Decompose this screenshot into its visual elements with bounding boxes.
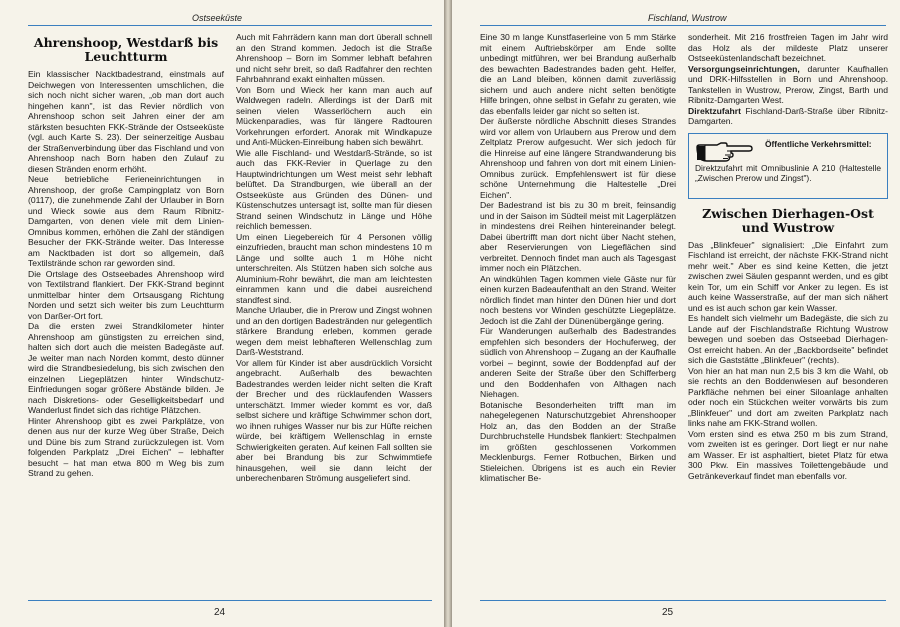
paragraph: Hinter Ahrenshoop gibt es zwei Parkplätze, von denen aus nur der kurze Weg über Straße, Deich und Düne bis zum Strand zurückzulegen ist. Vom folgenden Parkplatz „Drei Eichen" – lebhafter besucht – hat man etwa 800 m Weg bis zum Strand zu gehen. [28,415,224,478]
running-head: Ostseeküste [192,13,243,23]
paragraph: Eine 30 m lange Kunstfaserleine von 5 mm Stärke mit einem Auftriebskörper am Ende sollte unbedingt mitführen, wer bei Brandung außerhalb des bewachten Badestrandes baden geht. Helfer, die an Land bleiben, können damit zuverlässig sichern und auch andere nicht selten benötigte Hilfe bringen, ohne selbst in Gefahr zu geraten, wie das ebenfalls leider gar nicht so selten ist. [480,32,676,116]
paragraph: Manche Urlauber, die in Prerow und Zingst wohnen und an den dortigen Badestränden nur gelegentlich stärkere Brandung erleben, kommen gerade wegen dem meist lebhafteren Wellenschlag zum Darß-Weststrand. [236,305,432,357]
paragraph: Um einen Liegebereich für 4 Personen völlig einzufrieden, braucht man schon mindestens 10 m Länge und sollte auch 1 m Höhe nicht unterschreiten. Als Stützen haben sich solche aus Aluminium-Rohr bewährt, die man am leichtesten einrammen kann und die dabei ausreichend standfest sind. [236,231,432,305]
paragraph: Der Badestrand ist bis zu 30 m breit, feinsandig und in der Saison im Südteil meist mit Lagerplätzen in mindestens drei Reihen hintereinander belegt. Dabei übertrifft man dort nicht über Nacht stehen, aber Reservierungen von Liegeflächen sind verbreitet. Dennoch findet man auch als Tagesgast immer noch ein Plätzchen. [480,200,676,273]
paragraph: Der äußerste nördliche Abschnitt dieses Strandes wird vor allem von Urlaubern aus Prerow und dem Zeltplatz Prerow aufgesucht. Wer sich jedoch für die Hinreise auf eine längere Strandwanderung bis Ahrenshoop und fahren von dort mit einem Linien-Omnibus zurück. Empfehlenswert ist für diese schöne Unternehmung die Haltestelle „Drei Eichen". [480,116,676,200]
paragraph: Botanische Besonderheiten trifft man im nahegelegenen Naturschutzgebiet Ahrenshooper Holz an, das den Bodden an der Straße Durchbruchstelle Hundsbek flankiert: Stechpalmen im größten geschlossenen Vorkommen Mecklenburgs. Ferner Rotbuchen, Birken und Stieleichen. Übrigens ist es auch ein Revier klimatischer Be- [480,399,676,483]
direct-access-paragraph [688,106,888,127]
paragraph: Neue betriebliche Ferieneinrichtungen in Ahrenshoop, der große Campingplatz von Born (0117), die zunehmende Zahl der Urlauber in Born und Wieck sowie aus dem Raum Ribnitz-Damgarten, von denen viele mit dem Linien-Omnibus kommen, erhöhen die Zahl der ständigen Besucher der FKK-Strände weiter. Das Interesse am Nacktbaden ist dort so allgemein, daß Textilstrände schon rar geworden sind. [28,174,224,268]
section-heading: Ahrenshoop, Westdarß bis Leuchtturm [33,35,219,64]
right-col-1 [480,32,676,484]
paragraph: Da die ersten zwei Strandkilometer hinter Ahrenshoop am günstigsten zu erreichen sind, halten sich dort auch die meisten Badegäste auf. Je weiter man nach Norden kommt, desto dünner wird die Strandbesiedelung, bis sich zwischen den einzelnen Liegeplätzen hinter Windschutz-Einfriedungen sogar größere Abstände bilden. Je nach Diskretions- oder Geselligkeitsbedarf und Wanderlust findet sich das richtige Plätzchen. [28,321,224,415]
left-page [0,0,444,627]
top-rule [480,25,886,26]
right-col-2 [688,32,888,481]
paragraph: Die Ortslage des Ostseebades Ahrenshoop wird von Textilstrand flankiert. Der FKK-Strand beginnt unmittelbar hinter dem Ortsausgang Richtung Norden und setzt sich weiter bis zum Leuchtturm von Darßer-Ort fort. [28,268,224,321]
right-page [452,0,900,627]
paragraph: Von hier an hat man nun 2,5 bis 3 km die Wahl, ob sie rechts an den Boddenwiesen auf besonderen Parkfläche nehmen bei einer Siloanlage anhalten oder noch ein Stückchen weiter vorwärts bis zum „Blinkfeuer" und dort am zweiten Parkplatz nach links nahe am FKK-Strand wollen. [688,365,888,428]
transport-info-box [688,133,888,199]
top-rule [28,25,432,26]
paragraph: sonderheit. Mit 216 frostfreien Tagen im Jahr wird das Holz als der mildeste Platz unserer Ostseeküstenlandschaft bezeichnet. [688,32,888,63]
running-head: Fischland, Wustrow [648,13,727,23]
paragraph: An windkühlen Tagen kommen viele Gäste nur für einen kurzen Badeaufenthalt an den Strand. Weiter nördlich findet man hinter den Dünen hier und dort noch bestens vor Winden geschützte Liegeplätze. Jedoch ist die Zahl der Dünenübergänge gering. [480,273,676,326]
paragraph: Es handelt sich vielmehr um Badegäste, die sich zu Lande auf der Fischlandstraße Richtung Wustrow bewegen und soeben das Ostseebad Dierhagen-Ost erreicht haben. An der „Backbordseite" befindet sich die Gaststätte „Blinkfeuer" (rechts). [688,313,888,365]
paragraph: Vom ersten sind es etwa 250 m bis zum Strand, vom zweiten ist es geringer. Dort liegt er nur nahe am Wasser. Er ist asphaltiert, bietet Platz für etwa 300 Pkw. Ein massives Toilettengebäude und Getränkeverkauf findet man ebenfalls vor. [688,428,888,481]
left-col-2 [236,32,432,484]
services-text: darunter Kaufhallen und DRK-Hilfsstellen in Born und Ahrenshoop. Tankstellen in Wustrow, Prerow, Zingst, Barth und Ribnitz-Damgarten West. [688,63,888,105]
pointing-hand-icon [695,140,753,162]
infobox-body: Direktzufahrt mit Omnibuslinie A 210 (Haltestelle „Zwischen Prerow und Zingst"). [695,162,881,183]
infobox-title: Öffentliche Verkehrsmittel: [765,138,872,149]
page-number: 24 [214,607,226,618]
book-gutter [444,0,452,627]
paragraph: Wie alle Fischland- und Westdarß-Strände, so ist auch das FKK-Revier in Querlage zu den Hauptwindrichtungen um West meist sehr lebhaft belüftet. Da Strandburgen, wie überall an der Ostseeküste aus Gründen des Dünen- und Küstenschutzes untersagt ist, sollte man für diesen Strand seinen Windschutz in Länge und Höhe reichlich bemessen. [236,147,432,231]
direct-access-text: Fischland-Darß-Straße über Ribnitz-Damgarten. [688,105,888,126]
bottom-rule [28,600,432,601]
section-heading: Zwischen Dierhagen-Ost und Wustrow [702,205,874,235]
services-paragraph [688,64,888,106]
bottom-rule [480,600,886,601]
paragraph: Von Born und Wieck her kann man auch auf Waldwegen radeln. Allerdings ist der Darß mit seinen vielen Wasserlöchern auch ein Mückenparadies, was für längere Radtouren Vorkehrungen erfordert. Anorak mit Windkapuze und Anti-Mücken-Einreibung haben sich bewährt. [236,84,432,147]
page-number: 25 [662,607,674,618]
direct-access-label: Direktzufahrt [688,105,742,116]
paragraph: Vor allem für Kinder ist aber ausdrücklich Vorsicht angebracht. Außerhalb des bewachten Badestrandes werden leider nicht selten die Kraft der Brecher und des rücklaufenden Wassers unterschätzt. Immer wieder kommt es vor, daß selbst sichere und kräftige Schwimmer schon dort, wo ihnen ruhiges Wasser nur bis zur Hüfte reichen würde, bei kräftigem Wellenschlag in ernste Schwierigkeiten geraten. Auf keinen Fall sollten sie aber bei Brandung bis zur Schwimmtiefe hinausgehen, weil sie dann leicht der unberechenbaren Strömung ausgeliefert sind. [236,357,432,483]
paragraph: Das „Blinkfeuer" signalisiert: „Die Einfahrt zum Fischland ist erreicht, der nächste FKK-Strand nicht mehr weit." Aber es sind keine Ketten, die jetzt zwischen zwei Säulen gespannt werden, und es gibt kein Tor, um ein Schiff vor Anker zu legen. Es ist auch keine Wasserstraße, auf der man sich nähert und es ist auch schon gar kein Wasser. [688,239,888,313]
paragraph: Ein klassischer Nacktbadestrand, einstmals auf Deichwegen von Interessenten umschlichen, die sich noch nicht sicher waren, „ob man dort auch hingehen kann", ist das Revier nördlich von Ahrenshoop schon seit Jahren einer der am stärksten besuchten FKK-Strände der Ostseeküste (vgl. auch Karte S. 23). Der seinerzeitige Ausbau der Straßenverbindung über das Fischland und von Ahrenshoop nach Born haben den Zulauf zu diesen Stränden enorm erhöht. [28,69,224,174]
paragraph: Für Wanderungen außerhalb des Badestrandes empfehlen sich besonders der Hochuferweg, der südlich von Ahrenshoop – Zugang an der Kaufhalle vorbei – beginnt, sowie der Boddenpfad auf der anderen Seite der Straße über den Schifferberg und den Boddenhafen von Althagen nach Niehagen. [480,326,676,399]
services-label: Versorgungseinrichtungen, [688,63,800,74]
left-col-1 [28,32,224,479]
paragraph: Auch mit Fahrrädern kann man dort überall schnell an den Strand kommen. Jedoch ist die Straße Ahrenshoop – Born im Sommer lebhaft befahren und nicht sehr breit, so daß Radfahrer den rechten Fahrbahnrand exakt einhalten müssen. [236,32,432,84]
